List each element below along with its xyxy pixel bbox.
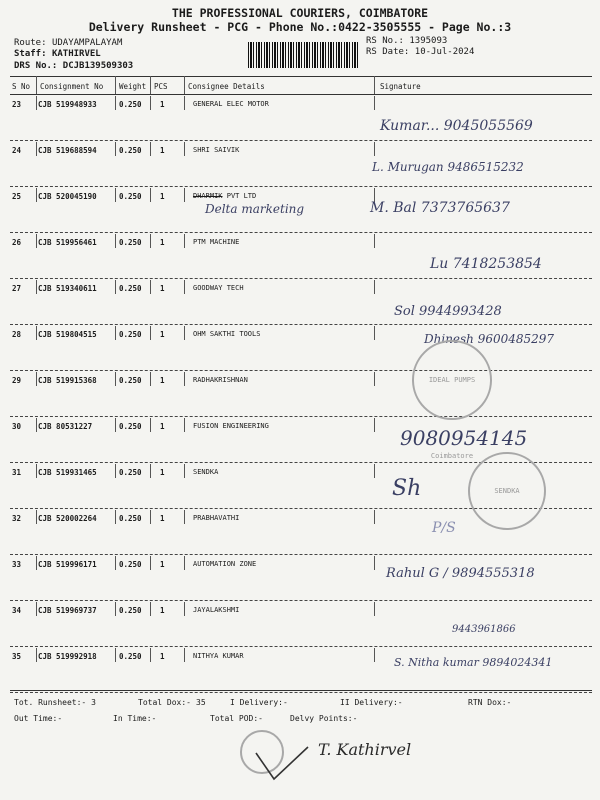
col-separator — [115, 326, 116, 340]
row-separator — [10, 186, 592, 187]
row-weight: 0.250 — [119, 238, 142, 247]
row-consignee-name: SHRI SAIVIK — [193, 146, 240, 154]
col-separator — [36, 556, 37, 570]
signature-30: 9080954145 — [400, 426, 528, 450]
total-pod: Total POD:- — [210, 714, 263, 723]
col-separator — [115, 464, 116, 478]
row-separator — [10, 370, 592, 371]
row-separator — [10, 140, 592, 141]
col-separator — [150, 188, 151, 202]
table-row — [0, 280, 600, 326]
col-separator — [374, 602, 375, 616]
col-separator — [150, 234, 151, 248]
signature-25: M. Bal 7373765637 — [370, 200, 510, 216]
rs-no-line: RS No.: 1395093 — [366, 36, 448, 46]
col-separator — [115, 76, 116, 94]
total-dox-value: 35 — [196, 698, 206, 707]
col-signature: Signature — [380, 82, 421, 91]
row-separator — [10, 232, 592, 233]
col-separator — [36, 464, 37, 478]
col-separator — [115, 96, 116, 110]
col-separator — [150, 510, 151, 524]
row-weight: 0.250 — [119, 560, 142, 569]
out-time: Out Time:- — [14, 714, 63, 723]
signature-32: P/S — [432, 520, 456, 536]
row-sno: 33 — [12, 560, 22, 569]
row-consignment-no: CJB 80531227 — [38, 422, 93, 431]
sendka-stamp: SENDKA — [468, 452, 546, 530]
col-separator — [115, 602, 116, 616]
col-separator — [374, 464, 375, 478]
row-pcs: 1 — [160, 238, 165, 247]
row-consignment-no: CJB 519996171 — [38, 560, 97, 569]
row-consignment-no: CJB 519915368 — [38, 376, 97, 385]
i-delivery: I Delivery:- — [230, 698, 288, 707]
row-weight: 0.250 — [119, 422, 142, 431]
ii-delivery: II Delivery:- — [340, 698, 403, 707]
col-separator — [36, 234, 37, 248]
row-weight: 0.250 — [119, 192, 142, 201]
row-consignment-no: CJB 520002264 — [38, 514, 97, 523]
row-weight: 0.250 — [119, 100, 142, 109]
col-weight: Weight — [119, 82, 147, 91]
table-row — [0, 648, 600, 694]
col-separator — [374, 648, 375, 662]
row-weight: 0.250 — [119, 146, 142, 155]
row-consignment-no: CJB 519688594 — [38, 146, 97, 155]
table-row — [0, 372, 600, 418]
col-separator — [184, 648, 185, 662]
row-weight: 0.250 — [119, 652, 142, 661]
row-consignment-no: CJB 519969737 — [38, 606, 97, 615]
row-sno: 27 — [12, 284, 22, 293]
col-separator — [374, 556, 375, 570]
row-consignment-no: CJB 519948933 — [38, 100, 97, 109]
col-separator — [150, 326, 151, 340]
company-stamp: IDEAL PUMPS Coimbatore — [412, 340, 492, 420]
col-separator — [115, 648, 116, 662]
row-pcs: 1 — [160, 376, 165, 385]
signature-34: 9443961866 — [452, 624, 516, 635]
signature-27: Sol 9944993428 — [394, 304, 502, 319]
staff-line: Staff: KATHIRVEL — [14, 49, 101, 59]
col-separator — [184, 188, 185, 202]
staff-signature: T. Kathirvel — [318, 740, 412, 759]
col-separator — [115, 234, 116, 248]
runsheet-subtitle: Delivery Runsheet - PCG - Phone No.:0422-3505555 - Page No.:3 — [88, 20, 512, 34]
col-separator — [374, 372, 375, 386]
col-separator — [374, 96, 375, 110]
row-sno: 24 — [12, 146, 22, 155]
col-separator — [374, 234, 375, 248]
signature-28: Dhinesh 9600485297 — [424, 332, 555, 346]
col-sno: S No — [12, 82, 31, 91]
row-consignment-no: CJB 519956461 — [38, 238, 97, 247]
row-pcs: 1 — [160, 284, 165, 293]
company-title: THE PROFESSIONAL COURIERS, COIMBATORE — [171, 6, 429, 20]
col-separator — [374, 510, 375, 524]
col-separator — [150, 280, 151, 294]
col-consignee: Consignee Details — [188, 82, 265, 91]
row-sno: 35 — [12, 652, 22, 661]
col-separator — [184, 556, 185, 570]
signature-31: Sh — [392, 476, 422, 501]
col-separator — [184, 372, 185, 386]
row-pcs: 1 — [160, 100, 165, 109]
col-separator — [115, 372, 116, 386]
col-separator — [36, 418, 37, 432]
row-weight: 0.250 — [119, 514, 142, 523]
row-sno: 34 — [12, 606, 22, 615]
col-separator — [184, 96, 185, 110]
col-separator — [184, 76, 185, 94]
consignee-note-25: Delta marketing — [205, 202, 305, 216]
row-weight: 0.250 — [119, 468, 142, 477]
row-consignee-name: RADHAKRISHNAN — [193, 376, 248, 384]
col-separator — [184, 418, 185, 432]
col-separator — [150, 96, 151, 110]
col-separator — [374, 142, 375, 156]
in-time: In Time:- — [113, 714, 157, 723]
col-separator — [36, 372, 37, 386]
row-weight: 0.250 — [119, 284, 142, 293]
col-separator — [184, 464, 185, 478]
check-mark — [252, 745, 312, 785]
row-separator — [10, 692, 592, 693]
tot-runsheet: Tot. Runsheet:- 3 — [14, 698, 96, 707]
col-separator — [150, 556, 151, 570]
signature-26: Lu 7418253854 — [430, 256, 542, 272]
row-consignee-name: PTM MACHINE — [193, 238, 240, 246]
row-separator — [10, 278, 592, 279]
signature-35: S. Nitha kumar 9894024341 — [394, 656, 553, 669]
col-separator — [36, 602, 37, 616]
row-sno: 32 — [12, 514, 22, 523]
row-consignee-name: GOODWAY TECH — [193, 284, 244, 292]
row-pcs: 1 — [160, 192, 165, 201]
row-separator — [10, 600, 592, 601]
delvy-points: Delvy Points:- — [290, 714, 358, 723]
row-consignee-name: AUTOMATION ZONE — [193, 560, 257, 568]
total-dox-label: Total Dox:- — [138, 698, 191, 707]
col-separator — [115, 418, 116, 432]
col-separator — [374, 418, 375, 432]
row-pcs: 1 — [160, 422, 165, 431]
row-consignee-name: SENDKA — [193, 468, 219, 476]
row-weight: 0.250 — [119, 606, 142, 615]
col-separator — [36, 188, 37, 202]
col-separator — [36, 76, 37, 94]
row-pcs: 1 — [160, 606, 165, 615]
col-pcs: PCS — [154, 82, 168, 91]
col-separator — [184, 234, 185, 248]
col-separator — [150, 464, 151, 478]
row-sno: 23 — [12, 100, 22, 109]
row-consignee-name: JAYALAKSHMI — [193, 606, 240, 614]
signature-33: Rahul G / 9894555318 — [386, 566, 535, 581]
row-consignee-name: GENERAL ELEC MOTOR — [193, 100, 269, 108]
row-consignment-no: CJB 519340611 — [38, 284, 97, 293]
col-separator — [115, 556, 116, 570]
row-pcs: 1 — [160, 146, 165, 155]
row-consignment-no: CJB 519992918 — [38, 652, 97, 661]
col-separator — [150, 648, 151, 662]
row-pcs: 1 — [160, 652, 165, 661]
row-pcs: 1 — [160, 330, 165, 339]
col-separator — [150, 372, 151, 386]
col-separator — [184, 510, 185, 524]
col-separator — [115, 142, 116, 156]
row-consignment-no: CJB 520045190 — [38, 192, 97, 201]
col-separator — [36, 510, 37, 524]
row-weight: 0.250 — [119, 330, 142, 339]
row-consignment-no: CJB 519931465 — [38, 468, 97, 477]
row-separator — [10, 554, 592, 555]
row-consignee-name: OHM SAKTHI TOOLS — [193, 330, 261, 338]
col-separator — [115, 510, 116, 524]
barcode — [248, 42, 360, 68]
col-separator — [184, 142, 185, 156]
row-pcs: 1 — [160, 514, 165, 523]
row-sno: 25 — [12, 192, 22, 201]
row-separator — [10, 646, 592, 647]
col-separator — [36, 648, 37, 662]
col-separator — [150, 76, 151, 94]
row-consignee-name: PRABHAVATHI — [193, 514, 240, 522]
row-consignee-name: NITHYA KUMAR — [193, 652, 244, 660]
row-sno: 26 — [12, 238, 22, 247]
col-separator — [150, 418, 151, 432]
row-consignment-no: CJB 519804515 — [38, 330, 97, 339]
col-separator — [150, 602, 151, 616]
rtn-dox: RTN Dox:- — [468, 698, 512, 707]
row-weight: 0.250 — [119, 376, 142, 385]
col-separator — [36, 326, 37, 340]
col-separator — [184, 602, 185, 616]
row-pcs: 1 — [160, 560, 165, 569]
row-separator — [10, 324, 592, 325]
rs-date-line: RS Date: 10-Jul-2024 — [366, 47, 475, 57]
drs-line: DRS No.: DCJB139509303 — [14, 61, 134, 71]
col-separator — [36, 280, 37, 294]
signature-24: L. Murugan 9486515232 — [372, 160, 524, 174]
col-separator — [36, 96, 37, 110]
route-line: Route: UDAYAMPALAYAM — [14, 38, 123, 48]
table-top-rule — [10, 76, 592, 77]
row-sno: 29 — [12, 376, 22, 385]
col-separator — [36, 142, 37, 156]
col-separator — [374, 76, 375, 94]
col-separator — [374, 280, 375, 294]
col-separator — [115, 280, 116, 294]
row-sno: 28 — [12, 330, 22, 339]
row-separator — [10, 416, 592, 417]
row-consignee-name: DHARMIK PVT LTD — [193, 192, 257, 200]
row-consignee-name: FUSION ENGINEERING — [193, 422, 269, 430]
col-separator — [374, 326, 375, 340]
row-sno: 30 — [12, 422, 22, 431]
col-consignment: Consignment No — [40, 82, 104, 91]
col-separator — [184, 326, 185, 340]
row-sno: 31 — [12, 468, 22, 477]
col-separator — [115, 188, 116, 202]
signature-23: Kumar... 9045055569 — [380, 118, 533, 134]
col-separator — [184, 280, 185, 294]
header-bottom-rule — [10, 94, 592, 95]
row-pcs: 1 — [160, 468, 165, 477]
col-separator — [150, 142, 151, 156]
footer-top-rule — [10, 690, 592, 691]
